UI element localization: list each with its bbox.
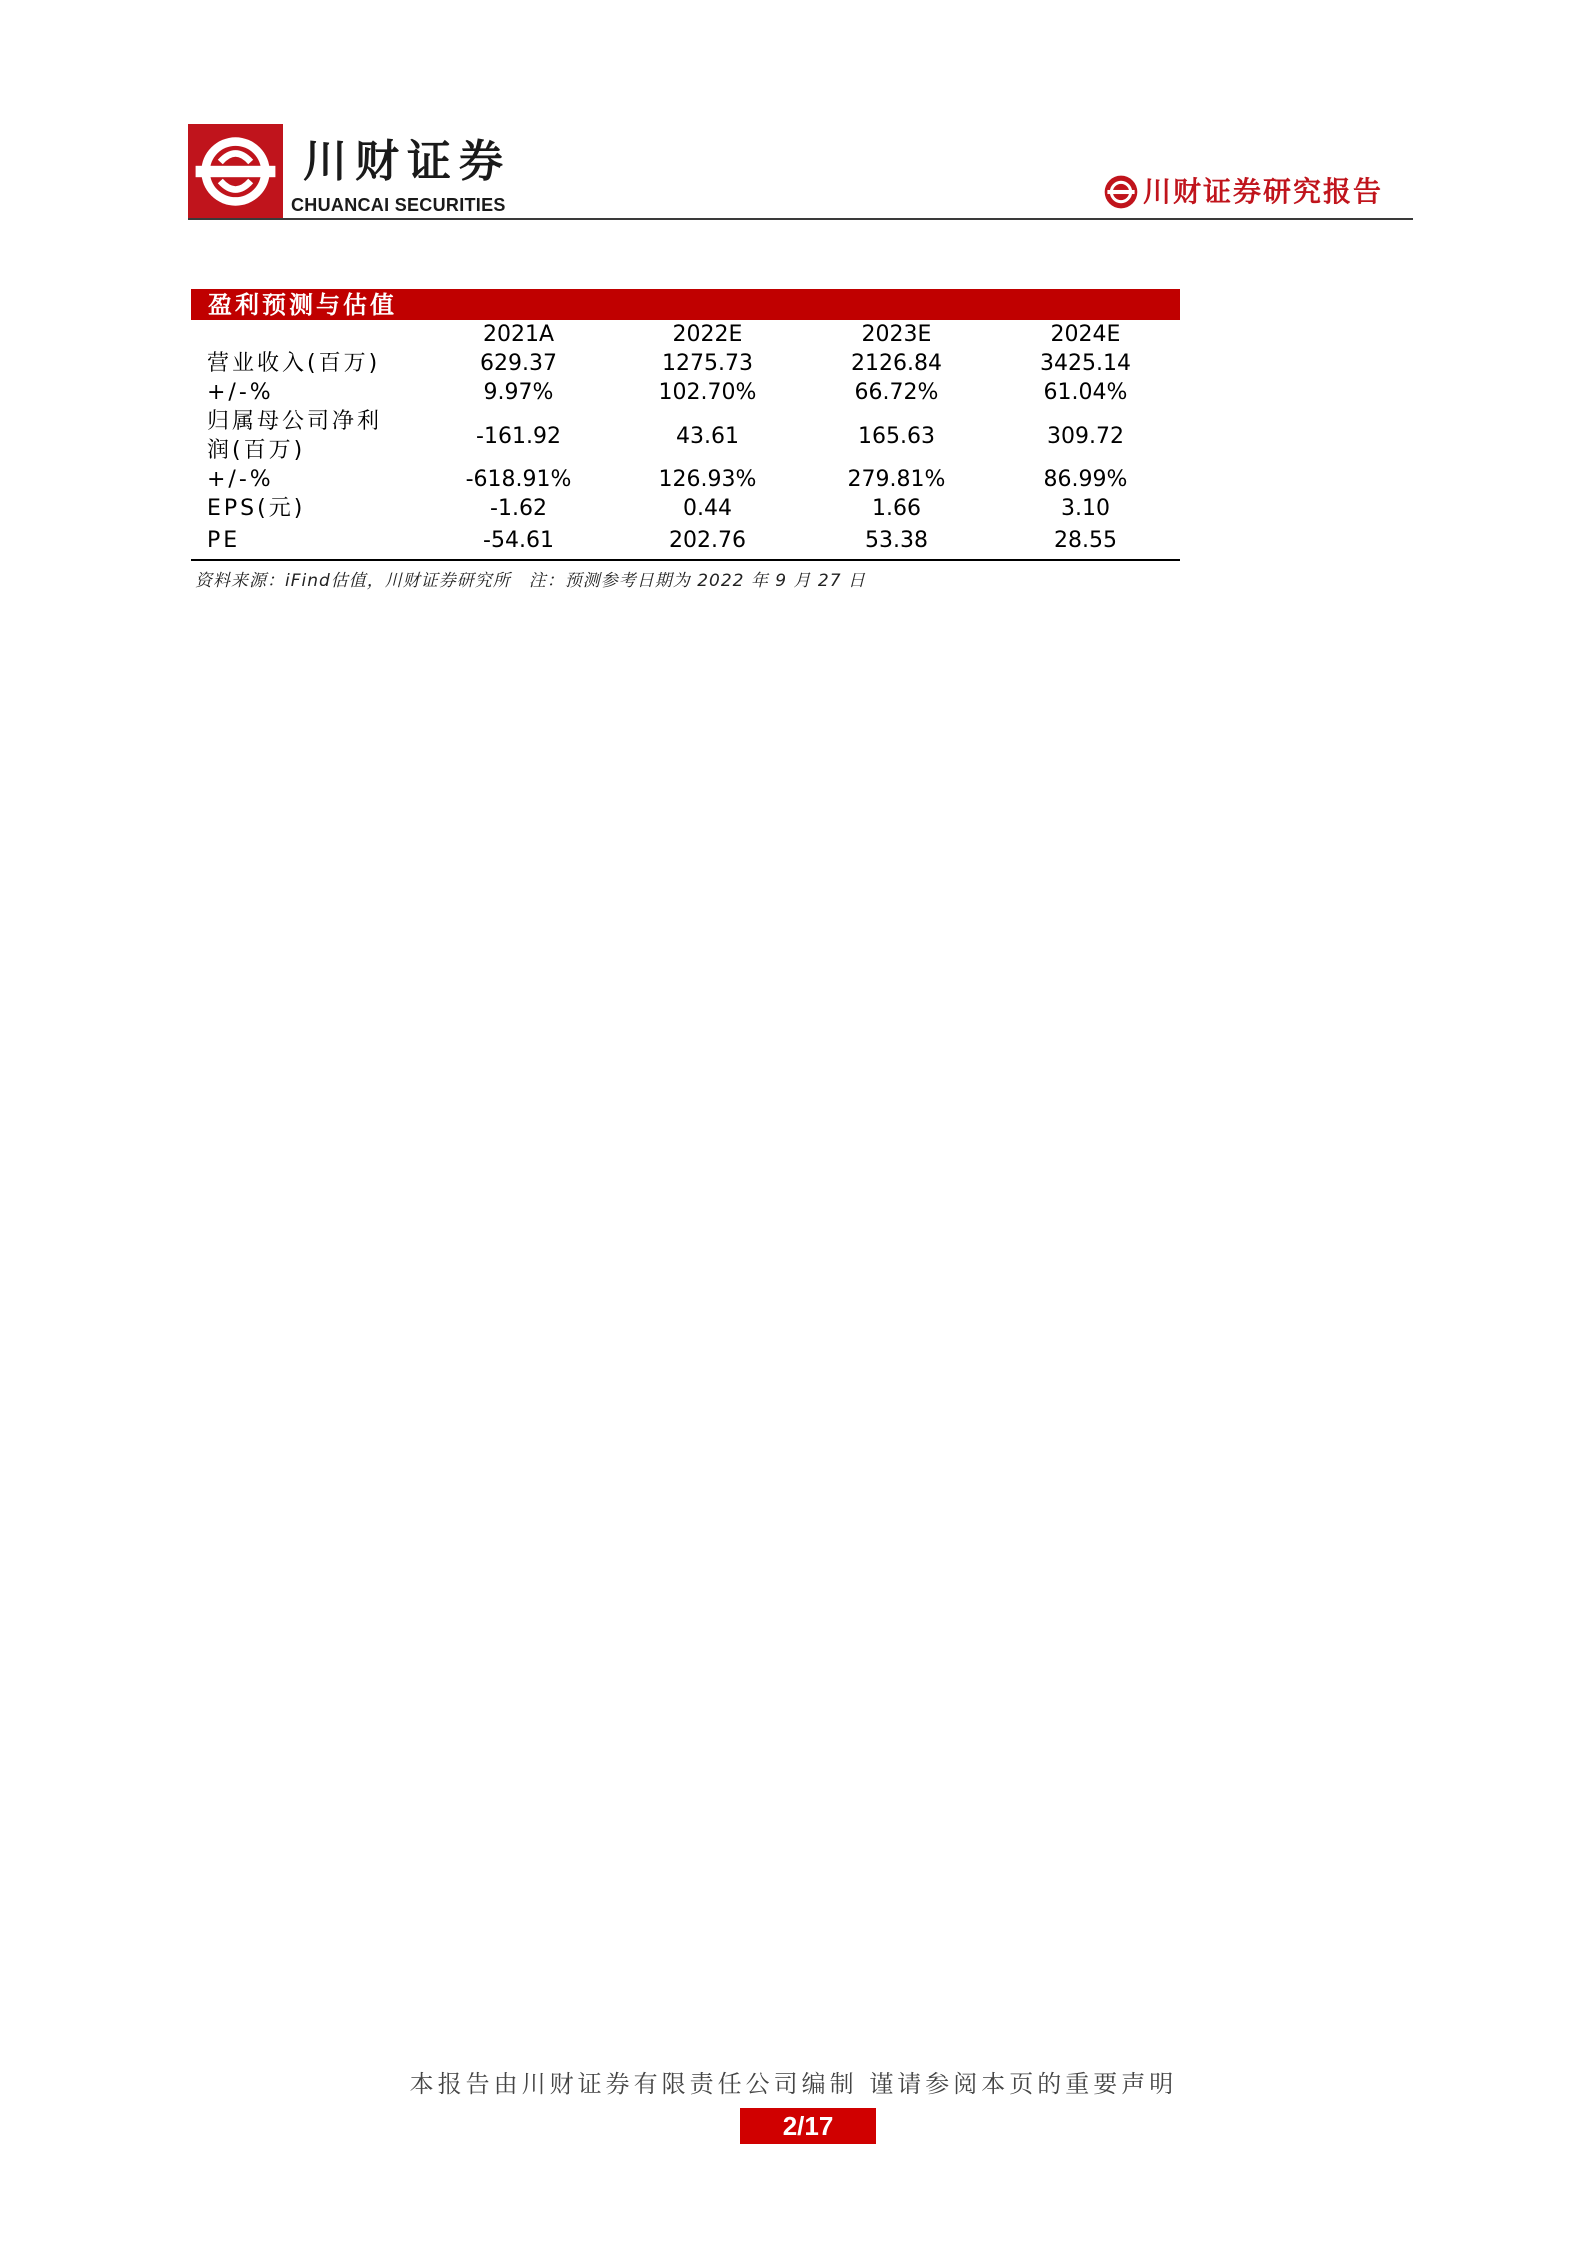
- table-cell: 28.55: [1054, 528, 1117, 553]
- table-cell: -1.62: [490, 496, 547, 521]
- row-label: EPS(元): [207, 496, 306, 521]
- table-title: 盈利预测与估值: [191, 289, 1180, 320]
- column-header: 2024E: [1050, 322, 1121, 347]
- table-row: [191, 378, 1180, 407]
- table-cell: 102.70%: [658, 380, 757, 405]
- table-cell: 309.72: [1047, 423, 1124, 449]
- table-row: [191, 407, 1180, 465]
- table-cell: 165.63: [858, 423, 935, 449]
- row-label: +/-%: [207, 467, 274, 492]
- table-cell: 86.99%: [1043, 467, 1128, 492]
- table-cell: 53.38: [865, 528, 928, 553]
- table-cell: 126.93%: [658, 467, 757, 492]
- column-header: 2022E: [672, 322, 743, 347]
- table-cell: 43.61: [676, 423, 739, 449]
- table-cell: 61.04%: [1043, 380, 1128, 405]
- table-header-row: [191, 320, 1180, 349]
- table-row: [191, 494, 1180, 523]
- brand-name-en: CHUANCAI SECURITIES: [291, 195, 506, 215]
- header-divider: [188, 218, 1413, 220]
- table-cell: 2126.84: [851, 351, 942, 376]
- table-cell: 3.10: [1061, 496, 1110, 521]
- table-cell: 3425.14: [1040, 351, 1131, 376]
- header-label-cell: [191, 320, 424, 349]
- forecast-grid: [191, 320, 1180, 559]
- table-cell: 629.37: [480, 351, 557, 376]
- table-cell: 1275.73: [662, 351, 753, 376]
- table-bottom-rule: [191, 559, 1180, 561]
- table-row: [191, 465, 1180, 494]
- report-tag: 川财证券研究报告: [1143, 175, 1384, 208]
- report-tag-icon: [1104, 175, 1138, 209]
- table-cell: 0.44: [683, 496, 732, 521]
- table-cell: 202.76: [669, 528, 746, 553]
- table-cell: 279.81%: [847, 467, 946, 492]
- page-number: 2/17: [740, 2108, 876, 2144]
- table-cell: -54.61: [483, 528, 554, 553]
- row-label: +/-%: [207, 380, 274, 405]
- table-source-note: 资料来源：iFind估值，川财证券研究所 注：预测参考日期为 2022 年 9 月 27 日: [195, 571, 866, 591]
- footer-disclaimer: 本报告由川财证券有限责任公司编制 谨请参阅本页的重要声明: [409, 2070, 1178, 2098]
- table-cell: -161.92: [476, 423, 561, 449]
- table-cell: 1.66: [872, 496, 921, 521]
- row-label-line: 润(百万): [207, 438, 306, 463]
- table-cell: -618.91%: [465, 467, 572, 492]
- table-cell: 66.72%: [854, 380, 939, 405]
- column-header: 2023E: [861, 322, 932, 347]
- column-header: 2021A: [482, 322, 555, 347]
- row-label: 营业收入(百万): [207, 351, 381, 376]
- brand-name-cn: 川财证券: [303, 136, 511, 187]
- row-label: [191, 407, 424, 465]
- table-row: [191, 349, 1180, 378]
- forecast-table: [191, 289, 1180, 591]
- row-label-line: 归属母公司净利: [207, 409, 383, 434]
- table-row: [191, 523, 1180, 559]
- row-label: PE: [207, 528, 241, 553]
- table-cell: 9.97%: [483, 380, 554, 405]
- brand-logo-icon: [188, 124, 283, 219]
